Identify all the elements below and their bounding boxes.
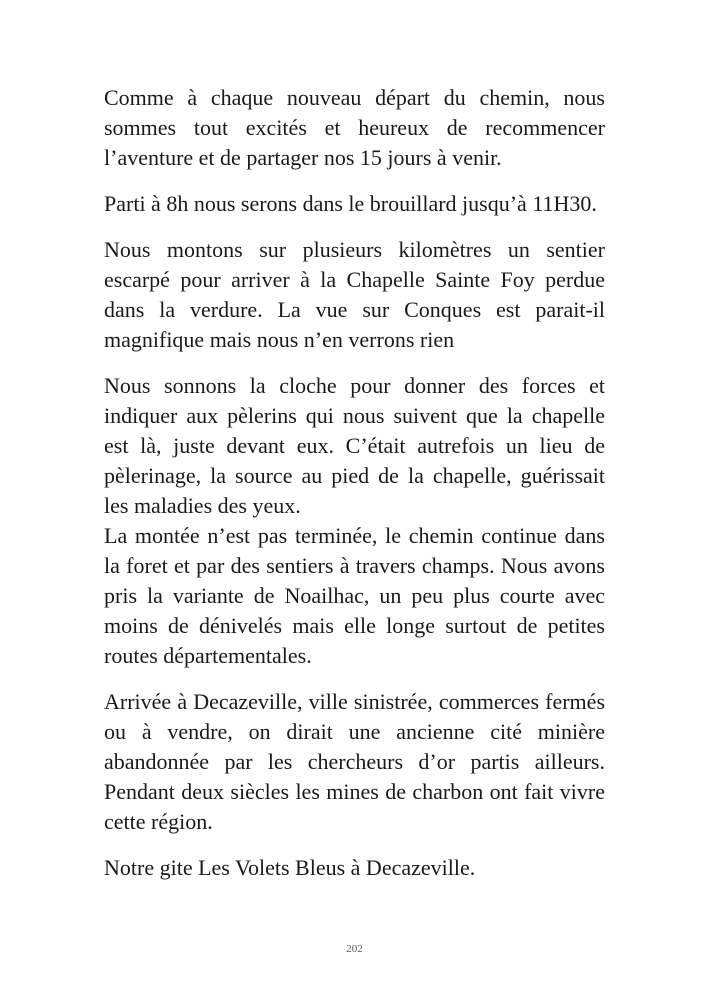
paragraph-decazeville: Arrivée à Decazeville, ville sinistrée, commerces fermés ou à vendre, on dirait une ancienne cité minière abandonnée par les chercheurs d’or partis ailleurs. Pendant deux siècles les mines de charbon ont fait vivre cette région. [104, 689, 605, 834]
paragraph-noailhac: La montée n’est pas terminée, le chemin continue dans la foret et par des sentiers à travers champs. Nous avons pris la variante de Noailhac, un peu plus courte avec moins de dénivelés mais elle longe surtout de petites routes départementales. [104, 523, 605, 668]
body-text [104, 83, 605, 899]
page-number: 202 [346, 943, 363, 955]
paragraph-bell: Nous sonnons la cloche pour donner des forces et indiquer aux pèlerins qui nous suivent que la chapelle est là, juste devant eux. C’était autrefois un lieu de pèlerinage, la source au pied de la chapelle, guérissait les maladies des yeux. [104, 373, 605, 518]
paragraph-chapel-climb: Nous montons sur plusieurs kilomètres un sentier escarpé pour arriver à la Chapelle Sainte Foy perdue dans la verdure. La vue sur Conques est parait-il magnifique mais nous n’en verrons rien [104, 237, 605, 352]
paragraph-gite: Notre gite Les Volets Bleus à Decazeville. [104, 855, 476, 880]
paragraph-fog: Parti à 8h nous serons dans le brouillard jusqu’à 11H30. [104, 191, 597, 216]
paragraph-departure: Comme à chaque nouveau départ du chemin, nous sommes tout excités et heureux de recommencer l’aventure et de partager nos 15 jours à venir. [104, 85, 605, 170]
